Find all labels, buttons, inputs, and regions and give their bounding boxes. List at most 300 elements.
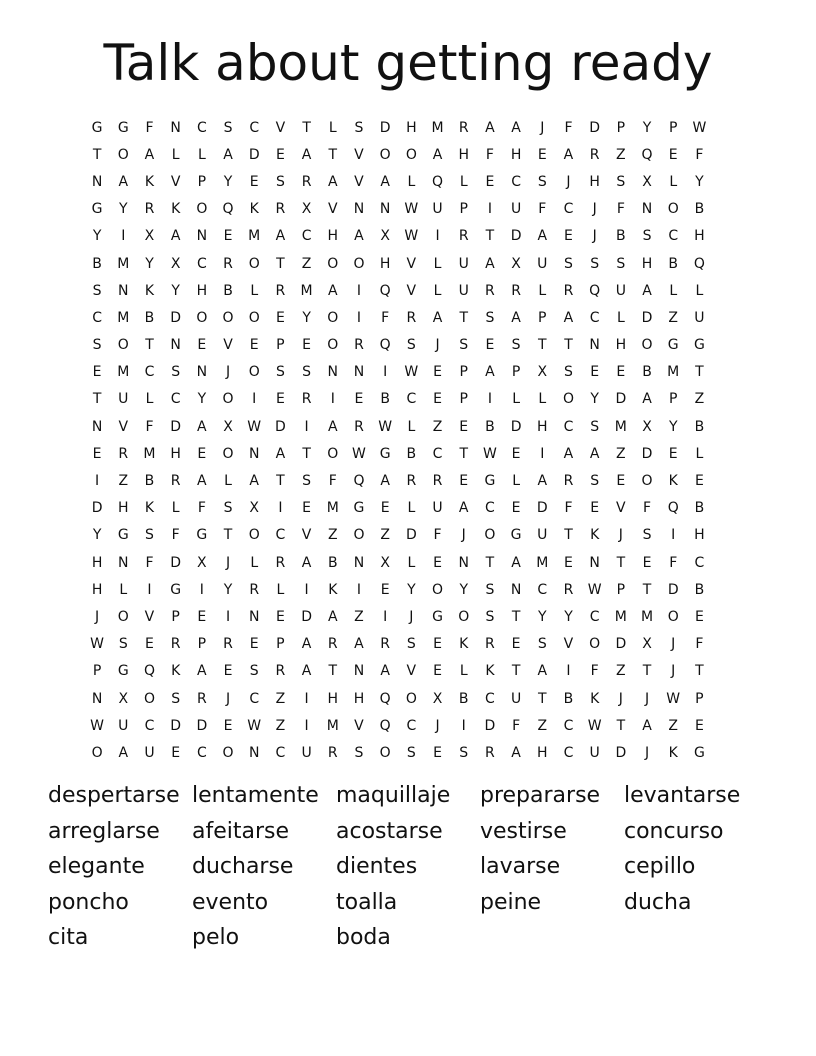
grid-letter: T xyxy=(223,527,233,544)
grid-letter: H xyxy=(353,690,365,707)
grid-letter: Y xyxy=(223,581,233,598)
grid-letter: E xyxy=(668,146,678,163)
grid-letter: R xyxy=(485,744,495,761)
grid-letter: Y xyxy=(223,173,233,190)
grid-letter: J xyxy=(592,201,597,218)
grid-letter: E xyxy=(380,581,390,598)
grid-letter: D xyxy=(275,418,286,435)
grid-letter: L xyxy=(171,146,180,163)
grid-letter: O xyxy=(222,309,234,326)
grid-letter: M xyxy=(143,445,156,462)
grid-letter: D xyxy=(170,554,182,571)
grid-letter: E xyxy=(275,391,285,408)
grid-letter: P xyxy=(276,337,285,354)
grid-letter: B xyxy=(380,391,390,408)
grid-letter: D xyxy=(641,445,653,462)
grid-letter: R xyxy=(485,282,495,299)
grid-letter: R xyxy=(380,636,391,653)
grid-row xyxy=(84,223,713,250)
grid-letter: T xyxy=(564,527,573,544)
grid-letter: L xyxy=(224,473,232,490)
grid-letter: O xyxy=(667,608,679,625)
grid-letter: R xyxy=(327,636,338,653)
word-list-item: pelo xyxy=(192,925,240,950)
grid-letter: E xyxy=(537,146,547,163)
grid-letter: V xyxy=(223,337,233,354)
grid-letter: O xyxy=(327,337,339,354)
grid-letter: S xyxy=(642,527,652,544)
grid-letter: O xyxy=(379,744,391,761)
grid-letter: L xyxy=(433,255,442,272)
grid-letter: F xyxy=(643,500,652,517)
grid-letter: Y xyxy=(695,173,704,190)
grid-letter: T xyxy=(695,364,704,381)
grid-letter: E xyxy=(668,445,678,462)
grid-letter: F xyxy=(433,527,442,544)
word-list-item: despertarse xyxy=(48,783,180,808)
grid-letter: A xyxy=(380,173,390,190)
grid-letter: X xyxy=(170,255,181,272)
word-list-item: lavarse xyxy=(480,854,561,879)
grid-letter: T xyxy=(145,337,154,354)
grid-letter: C xyxy=(668,228,679,245)
grid-letter: I xyxy=(356,282,362,299)
grid-letter: C xyxy=(485,500,495,517)
grid-letter: U xyxy=(144,744,155,761)
grid-letter: D xyxy=(536,500,548,517)
grid-letter: A xyxy=(354,228,364,245)
grid-letter: B xyxy=(144,473,155,490)
grid-letter: C xyxy=(563,418,574,435)
word-list-item: levantarse xyxy=(624,783,741,808)
grid-letter: Q xyxy=(353,473,365,490)
grid-letter: O xyxy=(248,309,260,326)
grid-letter: B xyxy=(485,418,495,435)
grid-letter: U xyxy=(118,391,129,408)
grid-letter: A xyxy=(197,663,207,680)
grid-letter: G xyxy=(432,608,443,625)
grid-letter: I xyxy=(304,690,309,707)
grid-letter: V xyxy=(327,201,338,218)
grid-letter: U xyxy=(458,282,469,299)
grid-letter: Y xyxy=(92,228,102,245)
grid-letter: U xyxy=(118,717,129,734)
grid-letter: C xyxy=(694,554,705,571)
grid-letter: P xyxy=(668,119,678,136)
grid-letter: Q xyxy=(641,146,653,163)
grid-letter: R xyxy=(563,581,574,598)
grid-letter: N xyxy=(170,337,181,354)
word-list-item: dientes xyxy=(336,854,418,879)
grid-letter: D xyxy=(91,500,103,517)
grid-letter: E xyxy=(249,337,259,354)
grid-letter: D xyxy=(170,717,182,734)
grid-letter: G xyxy=(117,663,129,680)
grid-letter: A xyxy=(563,445,574,462)
word-list-item: prepararse xyxy=(480,783,601,808)
grid-letter: O xyxy=(117,608,129,625)
grid-letter: G xyxy=(693,744,705,761)
grid-letter: A xyxy=(380,663,390,680)
grid-letter: A xyxy=(642,717,652,734)
grid-letter: B xyxy=(563,690,574,707)
grid-letter: R xyxy=(327,744,338,761)
grid-letter: N xyxy=(170,119,181,136)
grid-letter: T xyxy=(92,391,102,408)
grid-letter: I xyxy=(225,608,231,625)
grid-letter: S xyxy=(354,119,364,136)
grid-row xyxy=(84,386,713,413)
grid-letter: G xyxy=(91,201,103,218)
grid-letter: X xyxy=(118,690,129,707)
grid-letter: P xyxy=(197,173,207,190)
grid-row xyxy=(84,413,713,440)
grid-row xyxy=(84,658,713,685)
grid-letter: D xyxy=(405,527,417,544)
grid-letter: E xyxy=(590,364,600,381)
grid-letter: P xyxy=(459,201,468,218)
grid-letter: X xyxy=(144,228,155,245)
grid-letter: D xyxy=(589,119,601,136)
grid-letter: U xyxy=(458,255,469,272)
grid-letter: C xyxy=(196,744,207,761)
grid-letter: C xyxy=(170,391,181,408)
grid-letter: Q xyxy=(667,500,679,517)
grid-letter: F xyxy=(328,473,337,490)
grid-letter: H xyxy=(510,146,522,163)
grid-letter: E xyxy=(511,500,521,517)
grid-letter: T xyxy=(485,554,495,571)
grid-letter: E xyxy=(223,228,233,245)
grid-letter: M xyxy=(117,364,130,381)
grid-letter: I xyxy=(356,309,362,326)
grid-row xyxy=(84,304,713,331)
grid-letter: F xyxy=(695,636,704,653)
grid-letter: A xyxy=(537,228,548,245)
grid-letter: E xyxy=(92,445,102,462)
grid-letter: P xyxy=(538,309,547,326)
grid-letter: N xyxy=(91,418,103,435)
grid-letter: C xyxy=(249,690,260,707)
grid-letter: O xyxy=(562,391,574,408)
grid-row xyxy=(84,522,713,549)
grid-letter: S xyxy=(616,255,626,272)
grid-letter: P xyxy=(459,391,468,408)
grid-letter: C xyxy=(589,608,600,625)
grid-row xyxy=(84,495,713,522)
grid-letter: P xyxy=(171,608,180,625)
grid-letter: W xyxy=(378,418,393,435)
grid-letter: E xyxy=(433,391,442,408)
grid-letter: C xyxy=(406,717,417,734)
grid-letter: H xyxy=(641,255,653,272)
grid-letter: M xyxy=(300,282,313,299)
grid-letter: M xyxy=(614,418,627,435)
grid-letter: N xyxy=(248,445,260,462)
grid-letter: E xyxy=(642,554,652,571)
grid-letter: A xyxy=(563,146,574,163)
grid-letter: N xyxy=(589,554,600,571)
grid-letter: Y xyxy=(407,581,416,598)
grid-letter: D xyxy=(615,636,627,653)
grid-letter: A xyxy=(301,663,312,680)
grid-letter: P xyxy=(695,690,704,707)
grid-letter: B xyxy=(694,581,705,598)
grid-letter: B xyxy=(92,255,102,272)
grid-letter: E xyxy=(694,717,704,734)
grid-letter: R xyxy=(354,418,364,435)
grid-letter: A xyxy=(249,473,259,490)
grid-letter: O xyxy=(327,309,339,326)
grid-letter: G xyxy=(170,581,182,598)
grid-letter: L xyxy=(669,173,678,190)
grid-letter: Q xyxy=(432,173,444,190)
grid-letter: Z xyxy=(275,690,286,707)
grid-letter: L xyxy=(250,282,259,299)
grid-letter: E xyxy=(459,473,469,490)
grid-letter: T xyxy=(616,554,626,571)
grid-letter: N xyxy=(118,282,129,299)
word-search-grid xyxy=(84,114,713,767)
grid-letter: J xyxy=(618,690,623,707)
grid-letter: W xyxy=(352,445,366,462)
grid-letter: B xyxy=(694,201,705,218)
grid-letter: R xyxy=(144,201,155,218)
grid-letter: U xyxy=(615,282,626,299)
grid-letter: T xyxy=(459,445,468,462)
grid-letter: I xyxy=(95,473,100,490)
grid-letter: T xyxy=(302,119,311,136)
grid-letter: D xyxy=(301,608,312,625)
grid-letter: R xyxy=(275,201,286,218)
grid-letter: Q xyxy=(379,690,391,707)
grid-letter: F xyxy=(564,500,573,517)
grid-letter: I xyxy=(671,527,676,544)
grid-letter: R xyxy=(275,554,286,571)
grid-letter: H xyxy=(406,119,417,136)
grid-letter: L xyxy=(538,391,547,408)
grid-letter: I xyxy=(540,445,545,462)
grid-letter: Y xyxy=(590,391,599,408)
grid-letter: M xyxy=(614,608,627,625)
grid-letter: R xyxy=(170,473,181,490)
grid-letter: V xyxy=(354,717,364,734)
word-list-item: toalla xyxy=(336,889,398,915)
grid-letter: U xyxy=(432,201,443,218)
grid-letter: Q xyxy=(143,663,155,680)
grid-letter: N xyxy=(353,364,365,381)
grid-letter: A xyxy=(511,744,521,761)
grid-letter: X xyxy=(223,418,233,435)
grid-letter: L xyxy=(459,173,468,190)
grid-letter: S xyxy=(511,337,521,354)
word-list xyxy=(48,778,768,956)
grid-letter: N xyxy=(353,663,365,680)
grid-letter: A xyxy=(537,663,548,680)
grid-letter: E xyxy=(197,445,207,462)
grid-letter: A xyxy=(327,418,338,435)
grid-letter: J xyxy=(671,663,676,680)
grid-letter: F xyxy=(171,527,180,544)
grid-letter: Z xyxy=(275,717,286,734)
grid-letter: W xyxy=(587,581,602,598)
grid-letter: C xyxy=(92,309,102,326)
grid-letter: W xyxy=(404,228,419,245)
grid-letter: Q xyxy=(693,255,705,272)
grid-letter: T xyxy=(564,337,573,354)
grid-letter: M xyxy=(117,255,130,272)
grid-letter: C xyxy=(196,119,207,136)
grid-letter: G xyxy=(510,527,522,544)
grid-letter: R xyxy=(118,445,129,462)
grid-letter: K xyxy=(485,663,495,680)
grid-letter: L xyxy=(616,309,625,326)
grid-row xyxy=(84,141,713,168)
grid-letter: I xyxy=(304,717,309,734)
grid-letter: E xyxy=(590,500,600,517)
grid-letter: R xyxy=(223,255,233,272)
grid-letter: I xyxy=(199,581,204,598)
grid-letter: Z xyxy=(118,473,129,490)
grid-letter: H xyxy=(537,744,548,761)
grid-letter: S xyxy=(354,744,364,761)
grid-letter: L xyxy=(669,282,678,299)
grid-letter: E xyxy=(275,608,285,625)
grid-row xyxy=(84,332,713,359)
grid-letter: L xyxy=(695,445,704,462)
grid-letter: E xyxy=(616,473,626,490)
grid-letter: X xyxy=(197,554,207,571)
grid-letter: O xyxy=(196,201,208,218)
grid-letter: J xyxy=(540,119,545,136)
grid-letter: A xyxy=(197,418,207,435)
grid-letter: T xyxy=(276,473,285,490)
grid-letter: V xyxy=(170,173,181,190)
word-list-item: evento xyxy=(192,889,269,915)
grid-letter: L xyxy=(145,391,154,408)
grid-letter: T xyxy=(92,146,102,163)
word-list-item: vestirse xyxy=(480,818,567,844)
grid-letter: S xyxy=(564,364,573,381)
grid-letter: W xyxy=(692,119,707,136)
grid-letter: E xyxy=(459,418,469,435)
grid-letter: F xyxy=(145,554,154,571)
grid-letter: O xyxy=(432,581,444,598)
grid-letter: L xyxy=(407,418,416,435)
grid-letter: O xyxy=(117,146,129,163)
grid-letter: A xyxy=(275,445,286,462)
grid-letter: O xyxy=(405,690,417,707)
word-list-item: concurso xyxy=(624,818,724,844)
grid-letter: Z xyxy=(354,608,364,625)
grid-letter: U xyxy=(510,201,522,218)
grid-letter: A xyxy=(485,255,495,272)
grid-letter: F xyxy=(590,663,599,680)
grid-letter: E xyxy=(511,636,521,653)
grid-letter: R xyxy=(485,636,495,653)
grid-letter: F xyxy=(616,201,625,218)
grid-letter: S xyxy=(406,744,416,761)
grid-letter: A xyxy=(589,445,600,462)
grid-letter: C xyxy=(406,391,417,408)
grid-letter: E xyxy=(302,500,312,517)
grid-letter: Z xyxy=(380,527,390,544)
grid-letter: S xyxy=(406,337,416,354)
grid-letter: P xyxy=(276,636,285,653)
grid-letter: A xyxy=(511,119,521,136)
grid-letter: S xyxy=(249,663,259,680)
grid-letter: S xyxy=(92,337,102,354)
grid-letter: O xyxy=(353,255,365,272)
grid-letter: Z xyxy=(327,527,338,544)
grid-letter: E xyxy=(92,364,102,381)
grid-letter: M xyxy=(117,309,130,326)
grid-letter: F xyxy=(145,418,154,435)
grid-letter: I xyxy=(566,663,571,680)
grid-letter: T xyxy=(511,608,521,625)
grid-letter: O xyxy=(458,608,470,625)
grid-letter: Q xyxy=(379,337,391,354)
grid-letter: H xyxy=(694,228,705,245)
grid-letter: R xyxy=(589,146,600,163)
grid-letter: I xyxy=(330,391,335,408)
grid-letter: A xyxy=(485,119,495,136)
grid-letter: A xyxy=(118,744,129,761)
grid-letter: N xyxy=(458,554,469,571)
word-list-item: ducharse xyxy=(192,854,294,879)
grid-letter: E xyxy=(249,173,259,190)
grid-letter: S xyxy=(92,282,102,299)
grid-letter: X xyxy=(249,500,260,517)
word-list-item: lentamente xyxy=(192,783,319,808)
grid-letter: J xyxy=(435,337,440,354)
grid-letter: X xyxy=(380,228,390,245)
grid-letter: F xyxy=(695,146,704,163)
grid-letter: N xyxy=(379,201,391,218)
grid-letter: D xyxy=(170,309,182,326)
grid-letter: R xyxy=(511,282,521,299)
grid-letter: E xyxy=(275,146,285,163)
grid-letter: C xyxy=(144,364,155,381)
grid-letter: L xyxy=(538,282,547,299)
grid-letter: M xyxy=(326,500,339,517)
grid-letter: A xyxy=(432,146,443,163)
grid-letter: X xyxy=(642,418,652,435)
grid-letter: A xyxy=(118,173,129,190)
grid-letter: S xyxy=(118,636,128,653)
grid-row xyxy=(84,467,713,494)
grid-letter: K xyxy=(144,500,155,517)
grid-letter: J xyxy=(644,744,650,761)
grid-letter: W xyxy=(404,364,419,381)
grid-letter: T xyxy=(328,146,338,163)
grid-letter: N xyxy=(118,554,129,571)
grid-letter: F xyxy=(197,500,206,517)
word-list-item: cita xyxy=(48,925,89,950)
grid-letter: V xyxy=(354,173,364,190)
grid-letter: E xyxy=(433,554,442,571)
grid-letter: N xyxy=(353,554,365,571)
grid-letter: L xyxy=(328,119,337,136)
grid-letter: R xyxy=(249,581,260,598)
grid-letter: E xyxy=(694,608,704,625)
grid-letter: D xyxy=(510,228,522,245)
grid-letter: S xyxy=(145,527,154,544)
grid-letter: E xyxy=(485,173,495,190)
grid-letter: E xyxy=(433,636,442,653)
grid-letter: F xyxy=(669,554,678,571)
grid-letter: X xyxy=(432,690,443,707)
